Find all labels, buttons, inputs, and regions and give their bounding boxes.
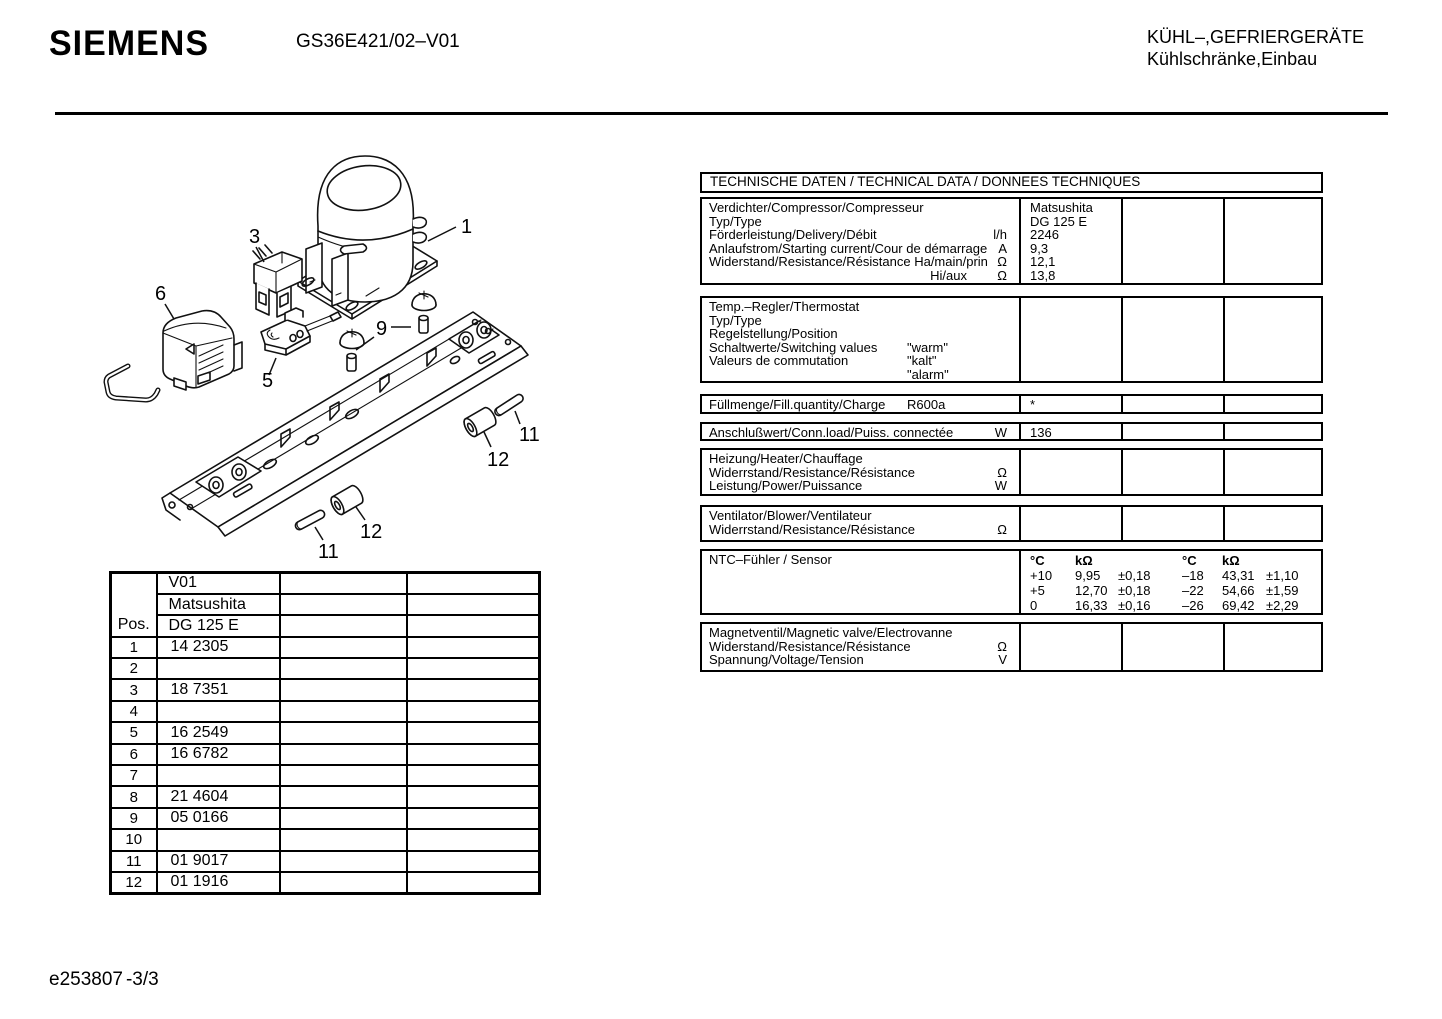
ntc-value: 0	[1030, 598, 1038, 613]
part-number-cell: 16 2549	[157, 722, 280, 743]
tech-block-connected-load	[700, 422, 1323, 441]
callout-3: 3	[249, 226, 261, 248]
tech-label-mid: "warm"	[907, 339, 949, 355]
tech-value: DG 125 E	[1030, 213, 1088, 229]
callout-leader-line	[165, 304, 174, 319]
variant-cell: Matsushita	[157, 594, 280, 615]
tech-label-mid: "kalt"	[907, 353, 937, 369]
empty-cell	[280, 722, 407, 743]
tech-label-text: Valeurs de commutation	[709, 353, 849, 369]
tech-value: 2246	[1030, 227, 1059, 243]
tech-label-cell	[702, 551, 1019, 613]
ntc-value: 16,33	[1075, 598, 1108, 613]
parts-header-row	[111, 615, 540, 636]
empty-cell	[407, 615, 540, 636]
tech-label-text: Anschlußwert/Conn.load/Puiss. connectée	[709, 425, 954, 440]
empty-cell	[280, 765, 407, 786]
tech-unit: W	[994, 478, 1007, 494]
tech-label-line	[709, 228, 1019, 242]
cover-drawing	[106, 311, 242, 400]
table-row	[111, 722, 540, 743]
ntc-value: ±0,18	[1118, 583, 1151, 598]
table-row	[111, 765, 540, 786]
tech-label-cell	[702, 298, 1019, 381]
tech-value-cell	[1121, 424, 1223, 439]
tech-label-text: Füllmenge/Fill.quantity/Charge	[709, 397, 886, 412]
ntc-value: 9,95	[1075, 568, 1101, 583]
ntc-value: ±1,10	[1266, 568, 1299, 583]
empty-cell	[407, 594, 540, 615]
tech-label-cell	[702, 424, 1019, 439]
empty-cell	[280, 679, 407, 700]
part-number-cell	[157, 701, 280, 722]
tech-label-mid: R600a	[907, 397, 946, 412]
model-number: GS36E421/02–V01	[296, 31, 460, 52]
ntc-value: 54,66	[1222, 583, 1255, 598]
tech-label-line	[709, 269, 1019, 283]
tech-unit: A	[998, 240, 1007, 256]
tech-value-cell	[1121, 507, 1223, 540]
tech-label-line	[709, 509, 1019, 523]
tech-unit: Ω	[997, 464, 1007, 480]
part-number-cell: 14 2305	[157, 637, 280, 658]
empty-cell	[407, 701, 540, 722]
pos-cell: 6	[111, 744, 157, 765]
tech-value: 136	[1030, 425, 1052, 440]
table-row	[111, 744, 540, 765]
table-row	[111, 701, 540, 722]
callout-leader-line	[484, 432, 491, 447]
part-number-cell: 18 7351	[157, 679, 280, 700]
pos-cell: 10	[111, 829, 157, 850]
pos-column-header: Pos.	[111, 573, 157, 637]
tech-label-text: Widerstand/Resistance/Résistance Ha/main/prin	[709, 254, 988, 270]
tech-value-cell	[1019, 507, 1121, 540]
ntc-value: kΩ	[1075, 553, 1093, 568]
pos-cell: 12	[111, 872, 157, 893]
tech-label-line	[709, 255, 1019, 269]
tech-value-cell	[1223, 424, 1321, 439]
empty-cell	[407, 679, 540, 700]
tech-block-fill-quantity	[700, 394, 1323, 414]
tech-value-cell	[1223, 199, 1321, 283]
pos-cell: 5	[111, 722, 157, 743]
callout-11: 11	[519, 424, 540, 446]
empty-cell	[280, 658, 407, 679]
ntc-value	[1118, 553, 1182, 568]
empty-cell	[280, 851, 407, 872]
tech-unit: Ω	[997, 267, 1007, 283]
ntc-value: –26	[1182, 598, 1204, 613]
pos-cell: 1	[111, 637, 157, 658]
part-number-cell: 01 9017	[157, 851, 280, 872]
tech-label-text: Schaltwerte/Switching values	[709, 339, 878, 355]
ntc-value: ±2,29	[1266, 598, 1299, 613]
part-number-cell	[157, 658, 280, 679]
ntc-row	[1030, 598, 1321, 613]
ntc-value: 12,70	[1075, 583, 1108, 598]
tech-value: Matsushita	[1030, 200, 1093, 215]
ntc-values-cell	[1019, 551, 1321, 613]
tech-value-cell	[1223, 507, 1321, 540]
tech-label-line	[709, 354, 1019, 368]
tech-label-text: Magnetventil/Magnetic valve/Electrovanne	[709, 625, 953, 640]
tech-value: 13,8	[1030, 267, 1056, 283]
tech-value: 9,3	[1030, 240, 1049, 256]
callout-1: 1	[461, 216, 473, 238]
callout-9: 9	[376, 318, 388, 340]
document-category	[1147, 27, 1364, 70]
tech-label-text: Typ/Type	[709, 312, 762, 328]
tech-value-cell	[1019, 298, 1121, 381]
parts-header-row	[111, 594, 540, 615]
tech-label-line	[709, 523, 1019, 537]
ntc-value: –18	[1182, 568, 1204, 583]
ntc-value: +10	[1030, 568, 1053, 583]
empty-cell	[280, 701, 407, 722]
empty-cell	[407, 786, 540, 807]
tech-label-text: Widerstand/Resistance/Résistance	[709, 638, 911, 654]
variant-cell: DG 125 E	[157, 615, 280, 636]
page-indicator: -3/3	[125, 969, 159, 990]
tech-unit: Ω	[997, 638, 1007, 654]
pos-cell: 8	[111, 786, 157, 807]
category-line-1: KÜHL–,GEFRIERGERÄTE	[1147, 27, 1365, 47]
tech-block-magnetic-valve	[700, 622, 1323, 672]
table-row	[111, 658, 540, 679]
tech-label-line	[709, 398, 1019, 412]
parts-header-row	[111, 573, 540, 594]
tech-label-cell	[702, 507, 1019, 540]
tech-value-cell	[1019, 450, 1121, 494]
tech-label-mid: "alarm"	[907, 366, 949, 382]
tech-unit: V	[998, 652, 1007, 668]
tech-label-text: Widerrstand/Resistance/Résistance	[709, 521, 915, 537]
tech-label-line	[709, 242, 1019, 256]
ntc-value: 43,31	[1222, 568, 1255, 583]
tech-value: *	[1030, 397, 1036, 412]
empty-cell	[280, 744, 407, 765]
callout-6: 6	[155, 283, 167, 305]
tech-unit: W	[994, 425, 1007, 440]
tech-label-text: Widerrstand/Resistance/Résistance	[709, 464, 915, 480]
tech-value: 12,1	[1030, 254, 1056, 270]
tech-label-line	[709, 466, 1019, 480]
pos-cell: 7	[111, 765, 157, 786]
tech-label-line	[709, 479, 1019, 493]
tech-label-text: NTC–Fühler / Sensor	[709, 552, 832, 567]
empty-cell	[280, 573, 407, 594]
tech-unit: l/h	[993, 227, 1007, 243]
variant-cell: V01	[157, 573, 280, 594]
table-row	[111, 679, 540, 700]
callout-leader-line	[356, 507, 365, 520]
callout-leader-line	[315, 527, 323, 540]
tech-label-line	[709, 553, 1019, 567]
tech-label-cell	[702, 450, 1019, 494]
empty-cell	[407, 808, 540, 829]
tech-label-line	[709, 327, 1019, 341]
ntc-value: 69,42	[1222, 598, 1255, 613]
empty-cell	[280, 829, 407, 850]
ntc-row	[1030, 583, 1321, 598]
tech-label-line	[709, 300, 1019, 314]
tech-label-line	[709, 368, 1019, 382]
tech-value-cell	[1019, 396, 1121, 412]
tech-label-text: Spannung/Voltage/Tension	[709, 652, 864, 668]
table-row	[111, 829, 540, 850]
empty-cell	[280, 594, 407, 615]
empty-cell	[407, 765, 540, 786]
tech-value-cell	[1121, 298, 1223, 381]
tech-label-text: Ventilator/Blower/Ventilateur	[709, 508, 872, 523]
tech-label-text: Typ/Type	[709, 213, 762, 229]
callout-11: 11	[318, 541, 339, 563]
tech-label-line	[709, 452, 1019, 466]
tech-label-cell	[702, 624, 1019, 670]
empty-cell	[280, 786, 407, 807]
empty-cell	[280, 615, 407, 636]
empty-cell	[407, 829, 540, 850]
empty-cell	[280, 637, 407, 658]
ntc-value: kΩ	[1222, 553, 1240, 568]
pos-cell: 11	[111, 851, 157, 872]
pos-cell: 4	[111, 701, 157, 722]
tech-value-cell	[1121, 450, 1223, 494]
tech-value-cell	[1019, 624, 1121, 670]
tech-label-text: Leistung/Power/Puissance	[709, 478, 863, 494]
pos-cell: 9	[111, 808, 157, 829]
ntc-value: –22	[1182, 583, 1204, 598]
empty-cell	[407, 872, 540, 893]
tech-block-blower	[700, 505, 1323, 542]
exploded-view-diagram	[60, 140, 580, 580]
tech-label-line	[709, 426, 1019, 440]
callout-leader-line	[428, 227, 456, 241]
tech-value-cell	[1223, 298, 1321, 381]
tech-label-text: Temp.–Regler/Thermostat	[709, 299, 860, 314]
empty-cell	[407, 722, 540, 743]
compressor-drawing	[298, 156, 437, 319]
callout-5: 5	[262, 370, 274, 392]
tech-block-compressor	[700, 197, 1323, 285]
tech-value-cell	[1019, 199, 1121, 283]
empty-cell	[407, 658, 540, 679]
tech-label-text: Förderleistung/Delivery/Débit	[709, 227, 877, 243]
tech-value-cell	[1223, 450, 1321, 494]
tech-label-text: Regelstellung/Position	[709, 326, 838, 342]
table-row	[111, 808, 540, 829]
callout-12: 12	[487, 449, 510, 471]
siemens-logo: SIEMENS	[49, 24, 210, 64]
pos-cell: 3	[111, 679, 157, 700]
ntc-value: °C	[1182, 553, 1197, 568]
tech-value-cell	[1121, 199, 1223, 283]
header-divider	[55, 112, 1388, 115]
ntc-value: °C	[1030, 553, 1045, 568]
callout-12: 12	[360, 521, 383, 543]
category-line-2: Kühlschränke,Einbau	[1147, 48, 1318, 69]
tech-block-heater	[700, 448, 1323, 496]
tech-unit: Ω	[997, 254, 1007, 270]
tech-value-cell	[1223, 396, 1321, 412]
tech-label-line	[709, 215, 1019, 229]
tech-value-cell	[1121, 396, 1223, 412]
tech-label-line	[709, 201, 1019, 215]
tech-label-cell	[702, 396, 1019, 412]
ntc-value: +5	[1030, 583, 1045, 598]
tech-label-line	[709, 341, 1019, 355]
empty-cell	[407, 637, 540, 658]
table-row	[111, 786, 540, 807]
empty-cell	[407, 573, 540, 594]
tech-label-line	[709, 626, 1019, 640]
tech-label-cell	[702, 199, 1019, 283]
tech-block-thermostat	[700, 296, 1323, 383]
tech-label-line	[709, 640, 1019, 654]
pos-cell: 2	[111, 658, 157, 679]
ntc-value	[1266, 553, 1321, 568]
start-device-drawing	[261, 308, 341, 355]
tech-value-cell	[1121, 624, 1223, 670]
part-number-cell: 21 4604	[157, 786, 280, 807]
ntc-row	[1030, 568, 1321, 583]
tech-label-text: Verdichter/Compressor/Compresseur	[709, 200, 924, 215]
empty-cell	[280, 872, 407, 893]
part-number-cell: 05 0166	[157, 808, 280, 829]
tech-value-cell	[1019, 424, 1121, 439]
tech-data-title: TECHNISCHE DATEN / TECHNICAL DATA / DONNEES TECHNIQUES	[700, 172, 1323, 193]
ntc-value: ±1,59	[1266, 583, 1299, 598]
part-number-cell	[157, 829, 280, 850]
document-footer	[49, 969, 159, 991]
part-number-cell	[157, 765, 280, 786]
table-row	[111, 872, 540, 893]
tech-value-cell	[1223, 624, 1321, 670]
tech-block-ntc-sensor	[700, 549, 1323, 615]
tech-label-text: Heizung/Heater/Chauffage	[709, 451, 863, 466]
tech-label-text: Anlaufstrom/Starting current/Cour de démarrage	[709, 240, 988, 256]
ntc-value: ±0,16	[1118, 598, 1151, 613]
tech-unit: Ω	[997, 521, 1007, 537]
table-row	[111, 851, 540, 872]
empty-cell	[407, 744, 540, 765]
tech-label-line	[709, 653, 1019, 667]
part-number-cell: 01 1916	[157, 872, 280, 893]
table-row	[111, 637, 540, 658]
parts-table	[109, 571, 541, 895]
part-number-cell: 16 6782	[157, 744, 280, 765]
empty-cell	[407, 851, 540, 872]
doc-number: e253807	[49, 969, 123, 990]
tech-label-line	[709, 314, 1019, 328]
ntc-row	[1030, 553, 1321, 568]
ntc-value: ±0,18	[1118, 568, 1151, 583]
empty-cell	[280, 808, 407, 829]
callout-leader-line	[515, 411, 520, 424]
tech-label-rtext: Hi/aux	[930, 267, 967, 283]
